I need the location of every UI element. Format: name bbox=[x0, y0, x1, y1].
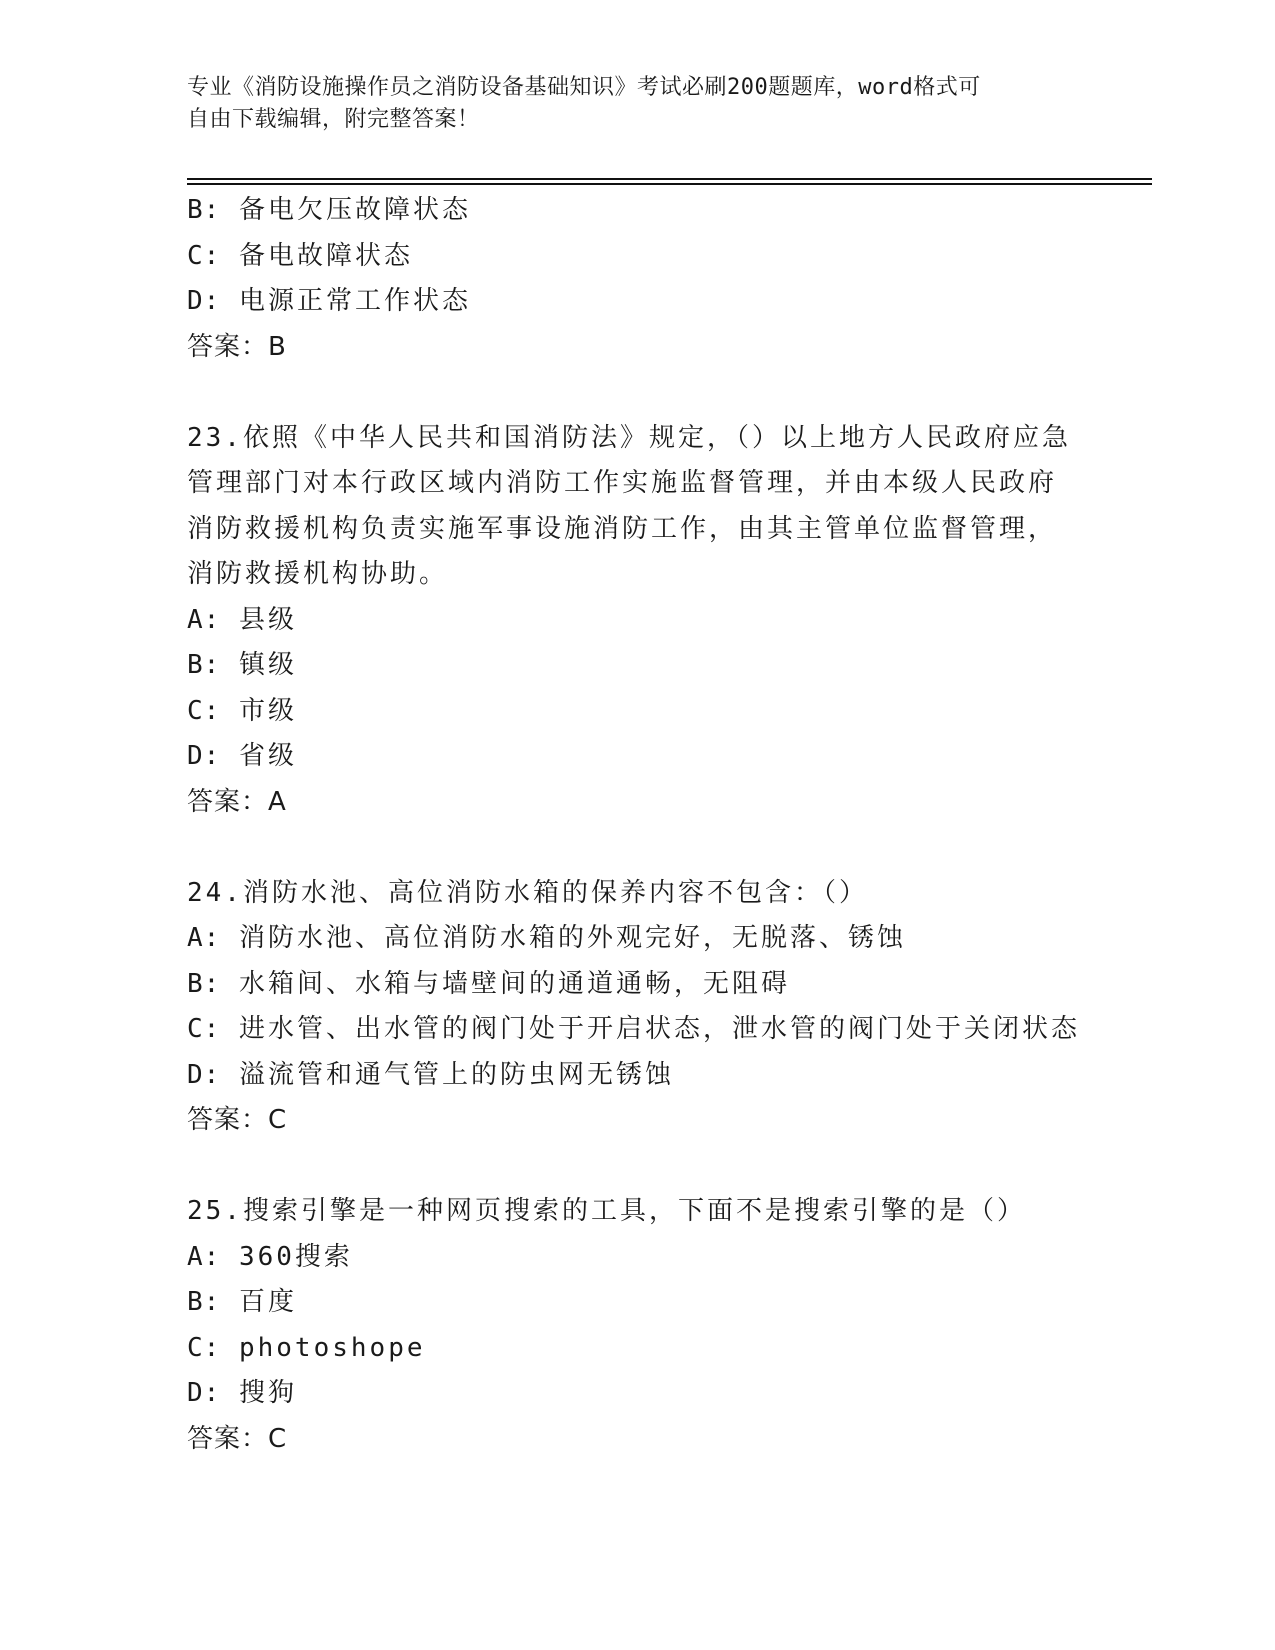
option-c: C: photoshope bbox=[187, 1332, 426, 1363]
spacer bbox=[187, 1144, 1087, 1190]
option-d: D: 搜狗 bbox=[187, 1378, 297, 1408]
answer-line: 答案：C bbox=[187, 1423, 288, 1454]
answer-line: 答案：A bbox=[187, 786, 287, 817]
option-d: D: 电源正常工作状态 bbox=[187, 286, 471, 316]
option-a: A: 360搜索 bbox=[187, 1241, 353, 1272]
question-23 bbox=[187, 416, 1087, 826]
option-a: A: 县级 bbox=[187, 604, 297, 635]
option-d: D: 溢流管和通气管上的防虫网无锈蚀 bbox=[187, 1059, 674, 1090]
question-text-line: 24.消防水池、高位消防水箱的保养内容不包含：（） bbox=[187, 877, 868, 908]
document-header bbox=[187, 72, 1067, 136]
question-25 bbox=[187, 1189, 1087, 1462]
answer-line: 答案：C bbox=[187, 1105, 288, 1135]
header-line-1: 专业《消防设施操作员之消防设备基础知识》考试必刷200题题库，word格式可 bbox=[187, 75, 981, 100]
question-24 bbox=[187, 871, 1087, 1144]
option-c: C: 市级 bbox=[187, 695, 297, 726]
header-line-2: 自由下载编辑，附完整答案！ bbox=[187, 107, 480, 132]
question-text-line: 23.依照《中华人民共和国消防法》规定，（）以上地方人民政府应急 bbox=[187, 422, 1071, 453]
option-b: B: 百度 bbox=[187, 1287, 297, 1317]
header-rule-bottom bbox=[187, 183, 1152, 185]
spacer bbox=[187, 825, 1087, 871]
option-b: B: 备电欠压故障状态 bbox=[187, 195, 471, 225]
option-b: B: 镇级 bbox=[187, 650, 297, 680]
spacer bbox=[187, 370, 1087, 416]
option-c: C: 进水管、出水管的阀门处于开启状态，泄水管的阀门处于关闭状态 bbox=[187, 1014, 1080, 1044]
question-text-line: 消防救援机构协助。 bbox=[187, 559, 449, 589]
question-text-line: 管理部门对本行政区域内消防工作实施监督管理，并由本级人民政府 bbox=[187, 468, 1058, 498]
header-rule-top bbox=[187, 178, 1152, 180]
question-list bbox=[187, 188, 1087, 1462]
answer-line: 答案：B bbox=[187, 331, 287, 362]
option-a: A: 消防水池、高位消防水箱的外观完好，无脱落、锈蚀 bbox=[187, 923, 906, 953]
question-text-line: 25.搜索引擎是一种网页搜索的工具，下面不是搜索引擎的是（） bbox=[187, 1196, 1026, 1226]
option-c: C: 备电故障状态 bbox=[187, 240, 413, 271]
option-d: D: 省级 bbox=[187, 741, 297, 771]
question-22-continued bbox=[187, 188, 1087, 370]
option-b: B: 水箱间、水箱与墙壁间的通道通畅，无阻碍 bbox=[187, 968, 790, 999]
question-text-line: 消防救援机构负责实施军事设施消防工作，由其主管单位监督管理， bbox=[187, 513, 1058, 544]
